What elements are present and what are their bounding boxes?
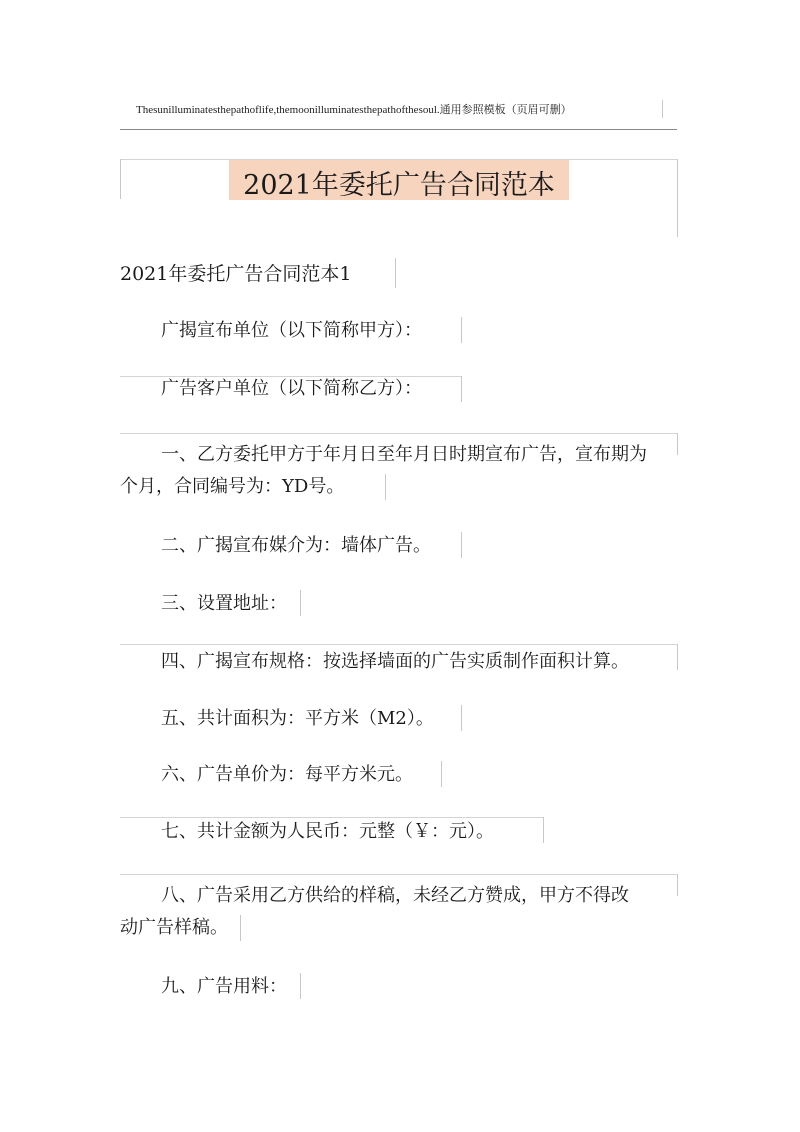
- paragraph-clause-6: 六、广告单价为：每平方米元。: [161, 764, 413, 785]
- paragraph-clause-2: 二、广揭宣布媒介为：墙体广告。: [161, 535, 431, 556]
- margin-mark: [461, 705, 462, 731]
- paragraph-clause-1: 一、乙方委托甲方于年月日至年月日时期宣布广告，宣布期为: [161, 444, 647, 465]
- header-margin-mark: [662, 100, 663, 118]
- paragraph-clause-9: 九、广告用料：: [161, 976, 287, 997]
- paragraph-clause-8: 八、广告采用乙方供给的样稿，未经乙方赞成，甲方不得改: [161, 885, 629, 906]
- document-subtitle: 2021年委托广告合同范本1: [120, 263, 352, 285]
- title-box-left: [120, 159, 121, 199]
- margin-mark: [441, 761, 442, 787]
- document-title: 2021年委托广告合同范本: [243, 170, 555, 201]
- header-divider: [120, 129, 677, 130]
- margin-mark: [461, 532, 462, 558]
- page-header-text: Thesunilluminatesthepathoflife,themoonilluminatesthepathofthesoul.通用参照模板（页眉可删）: [136, 104, 572, 116]
- margin-mark: [120, 433, 677, 434]
- margin-mark: [395, 258, 396, 288]
- title-box-right: [677, 159, 678, 237]
- paragraph-clause-1-cont: 个月，合同编号为：YD号。: [120, 476, 345, 497]
- paragraph-clause-4: 四、广揭宣布规格：按选择墙面的广告实质制作面积计算。: [161, 651, 629, 672]
- margin-mark: [300, 590, 301, 616]
- paragraph-clause-7: 七、共计金额为人民币：元整（￥：元）。: [161, 821, 494, 842]
- paragraph-clause-8-cont: 动广告样稿。: [120, 917, 228, 938]
- margin-mark: [120, 874, 677, 875]
- margin-mark: [240, 915, 241, 941]
- margin-mark: [120, 644, 677, 645]
- paragraph-party-b: 广告客户单位（以下简称乙方）：: [161, 378, 422, 399]
- margin-mark: [677, 644, 678, 670]
- margin-mark: [677, 433, 678, 455]
- paragraph-clause-3: 三、设置地址：: [161, 593, 287, 614]
- margin-mark: [300, 973, 301, 999]
- margin-mark: [461, 376, 462, 402]
- paragraph-clause-5: 五、共计面积为：平方米（M2）。: [161, 708, 434, 729]
- paragraph-party-a: 广揭宣布单位（以下简称甲方）：: [161, 320, 422, 341]
- margin-mark: [677, 874, 678, 896]
- margin-mark: [461, 317, 462, 343]
- margin-mark: [543, 817, 544, 843]
- margin-mark: [385, 474, 386, 500]
